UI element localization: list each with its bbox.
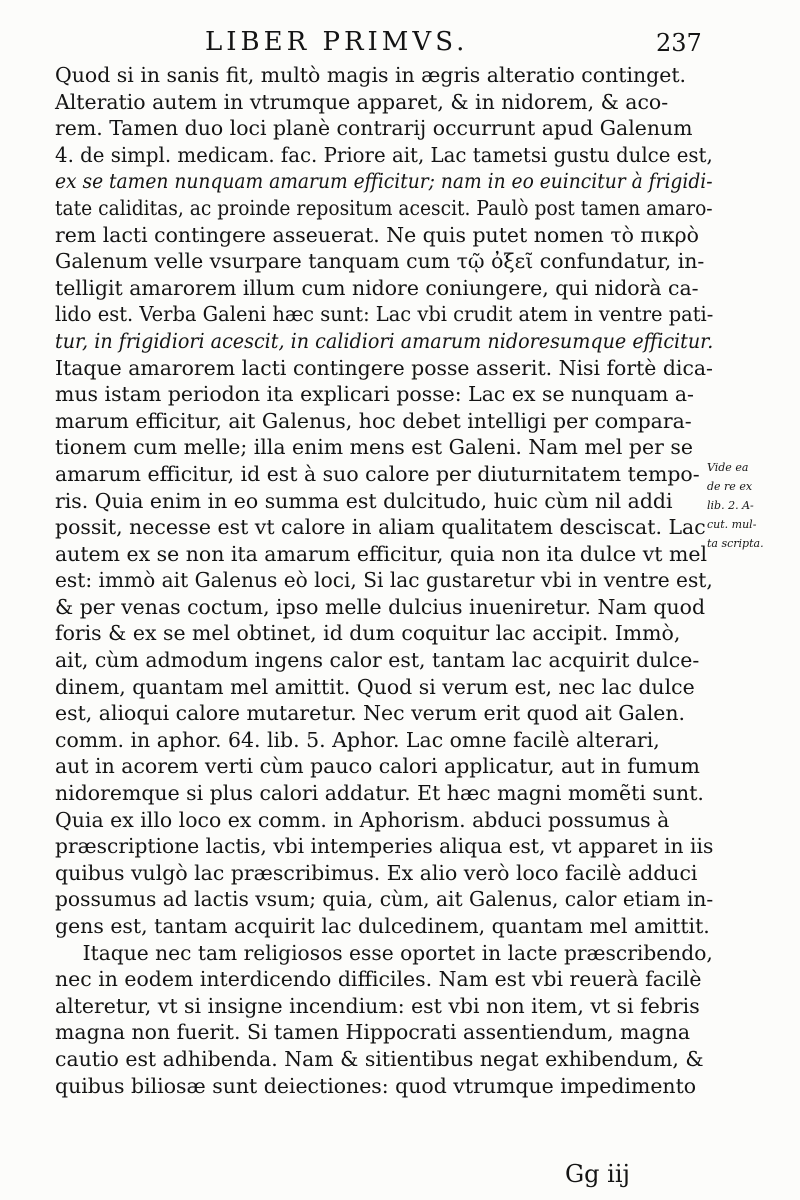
text-line: tionem cum melle; illa enim mens est Galeni. Nam mel per se <box>55 435 693 460</box>
text-line: foris & ex se mel obtinet, id dum coquitur lac accipit. Immò, <box>55 621 681 646</box>
text-line: magna non fuerit. Si tamen Hippocrati assentiendum, magna <box>55 1020 691 1045</box>
text-line: Itaque nec tam religiosos esse oportet in lacte præscribendo, <box>82 940 713 965</box>
text-line: tur, in frigidiori acescit, in calidiori amarum nidoresumque efficitur. <box>55 328 714 353</box>
text-line: marum efficitur, ait Galenus, hoc debet intelligi per compara- <box>55 408 692 433</box>
marginal-note-line: lib. 2. A- <box>707 499 754 512</box>
text-line: dinem, quantam mel amittit. Quod si verum est, nec lac dulce <box>55 674 695 699</box>
text-line: amarum efficitur, id est à suo calore per diuturnitatem tempo- <box>55 461 700 486</box>
text-line: alteretur, vt si insigne incendium: est vbi non item, vt si febris <box>55 993 700 1018</box>
text-line: quibus vulgò lac præscribimus. Ex alio verò loco facilè adduci <box>55 860 698 885</box>
text-line: rem. Tamen duo loci planè contrarij occurrunt apud Galenum <box>55 116 693 141</box>
text-line: aut in acorem verti cùm pauco calori applicatur, aut in fumum <box>55 754 700 779</box>
text-line: Galenum velle vsurpare tanquam cum τῷ ὀξεῖ confundatur, in- <box>55 249 705 274</box>
text-line: nidoremque si plus calori addatur. Et hæc magni momẽti sunt. <box>55 781 704 806</box>
text-line: quibus biliosæ sunt deiectiones: quod vtrumque impedimento <box>55 1073 697 1098</box>
running-title: LIBER PRIMVS. <box>205 27 469 57</box>
text-line: possumus ad lactis vsum; quia, cùm, ait Galenus, calor etiam in- <box>55 887 714 912</box>
marginal-note-line: ta scripta. <box>707 537 764 550</box>
text-line: possit, necesse est vt calore in aliam qualitatem desciscat. Lac <box>55 515 706 540</box>
text-line: comm. in aphor. 64. lib. 5. Aphor. Lac omne facilè alterari, <box>55 727 660 752</box>
body-text <box>55 62 715 1099</box>
text-line: 4. de simpl. medicam. fac. Priore ait, Lac tametsi gustu dulce est, <box>55 142 713 167</box>
text-line: est, alioqui calore mutaretur. Nec verum erit quod ait Galen. <box>55 701 686 726</box>
marginal-note-line: Vide ea <box>707 461 749 474</box>
text-line: Quod si in sanis fit, multò magis in ægris alteratio continget. <box>55 63 687 87</box>
marginal-note <box>707 458 792 553</box>
signature-mark: Gg iij <box>565 1160 630 1188</box>
text-line: lido est. Verba Galeni hæc sunt: Lac vbi crudit atem in ventre pati- <box>55 302 714 327</box>
text-line: Itaque amarorem lacti contingere posse asserit. Nisi fortè dica- <box>55 355 713 380</box>
marginal-note-line: de re ex <box>707 480 753 493</box>
text-line: cautio est adhibenda. Nam & sitientibus negat exhibendum, & <box>55 1046 704 1071</box>
text-line: est: immò ait Galenus eò loci, Si lac gustaretur vbi in ventre est, <box>55 568 713 593</box>
text-line: rem lacti contingere asseuerat. Ne quis putet nomen τὸ πικρὸ <box>55 222 699 247</box>
text-line: autem ex se non ita amarum efficitur, quia non ita dulce vt mel <box>55 541 708 566</box>
text-line: Quia ex illo loco ex comm. in Aphorism. abduci possumus à <box>55 807 670 832</box>
page-number: 237 <box>656 29 702 57</box>
text-line: ris. Quia enim in eo summa est dulcitudo, huic cùm nil addi <box>55 488 673 513</box>
text-line: præscriptione lactis, vbi intemperies aliqua est, vt apparet in iis <box>55 834 714 859</box>
text-line: & per venas coctum, ipso melle dulcius inueniretur. Nam quod <box>55 594 706 619</box>
text-line: tate caliditas, ac proinde repositum acescit. Paulò post tamen amaro- <box>55 195 713 220</box>
text-line: ait, cùm admodum ingens calor est, tantam lac acquirit dulce- <box>55 648 700 673</box>
text-line: telligit amarorem illum cum nidore coniungere, qui nidorà ca- <box>55 275 699 300</box>
text-line: gens est, tantam acquirit lac dulcedinem, quantam mel amittit. <box>55 914 710 938</box>
text-line: nec in eodem interdicendo difficiles. Nam est vbi reuerà facilè <box>55 967 702 992</box>
text-line: ex se tamen nunquam amarum efficitur; nam in eo euincitur à frigidi- <box>55 169 713 194</box>
text-line: Alteratio autem in vtrumque apparet, & in nidorem, & aco- <box>55 89 669 114</box>
text-line: mus istam periodon ita explicari posse: Lac ex se nunquam a- <box>55 382 694 407</box>
marginal-note-line: cut. mul- <box>707 518 757 531</box>
